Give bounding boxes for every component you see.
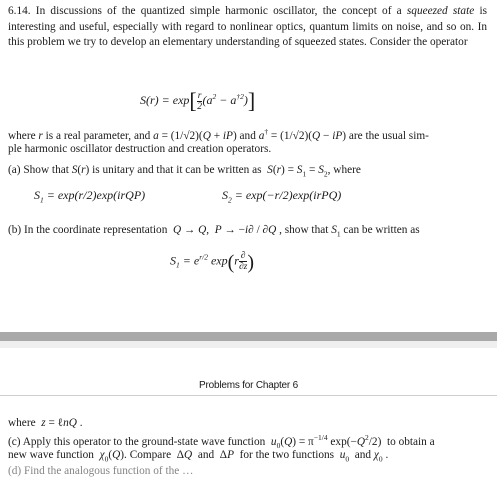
running-head: Problems for Chapter 6 xyxy=(199,380,298,391)
header-rule xyxy=(0,395,497,396)
where-z-line: where z = ℓnQ . xyxy=(8,417,83,429)
operator-equation: S(r) = exp[ $\frac{r}{2}$ $(a^2 - a^{\dagger 2})$] xyxy=(140,88,256,113)
part-a-text: (a) Show that S(r) is unitary and that it can be written as $S(r) = S_1 = S_2$, where xyxy=(8,164,361,179)
problem-intro: 6.14. In discussions of the quantized simple harmonic oscillator, the concept of a squeezed state is interesting and useful, especially with regard to nonlinear optics, quantum limits on noise, and so on. In this problem we try to develop an elementary understanding of squeezed states. Consider the operator xyxy=(8,5,487,49)
where-line-1: where r is a real parameter, and a = (1/√2)(Q + iP) and a† = (1/√2)(Q − iP) are the usual sim- xyxy=(8,127,429,142)
part-a-equation-2: $S_2$ = exp(−r/2)exp(irPQ) xyxy=(222,188,342,205)
where-line-2: ple harmonic oscillator destruction and creation operators. xyxy=(8,143,272,155)
page-gap xyxy=(0,341,497,348)
page-break-band xyxy=(0,332,497,341)
part-b-text: (b) In the coordinate representation Q → Q, P → −i∂ / ∂Q , show that $S_1$ can be written as xyxy=(8,224,420,239)
part-b-equation: $S_1 = e^{r/2}$ exp(r $\frac{\partial}{\partial z}$ ) xyxy=(170,251,255,274)
part-c-line-2: new wave function $\chi_0(Q)$. Compare ΔQ and ΔP for the two functions $u_0$ and $\chi_0$ . xyxy=(8,449,389,464)
part-c-line-1: (c) Apply this operator to the ground-state wave function $u_0(Q) = \pi^{-1/4}$ $\exp(-Q^2/2)$ to obtain a xyxy=(8,433,435,451)
part-d-cutoff-line: (d) Find the analogous function of the … xyxy=(8,465,194,477)
part-a-equation-1: $S_1$ = exp(r/2)exp(irQP) xyxy=(34,188,146,205)
